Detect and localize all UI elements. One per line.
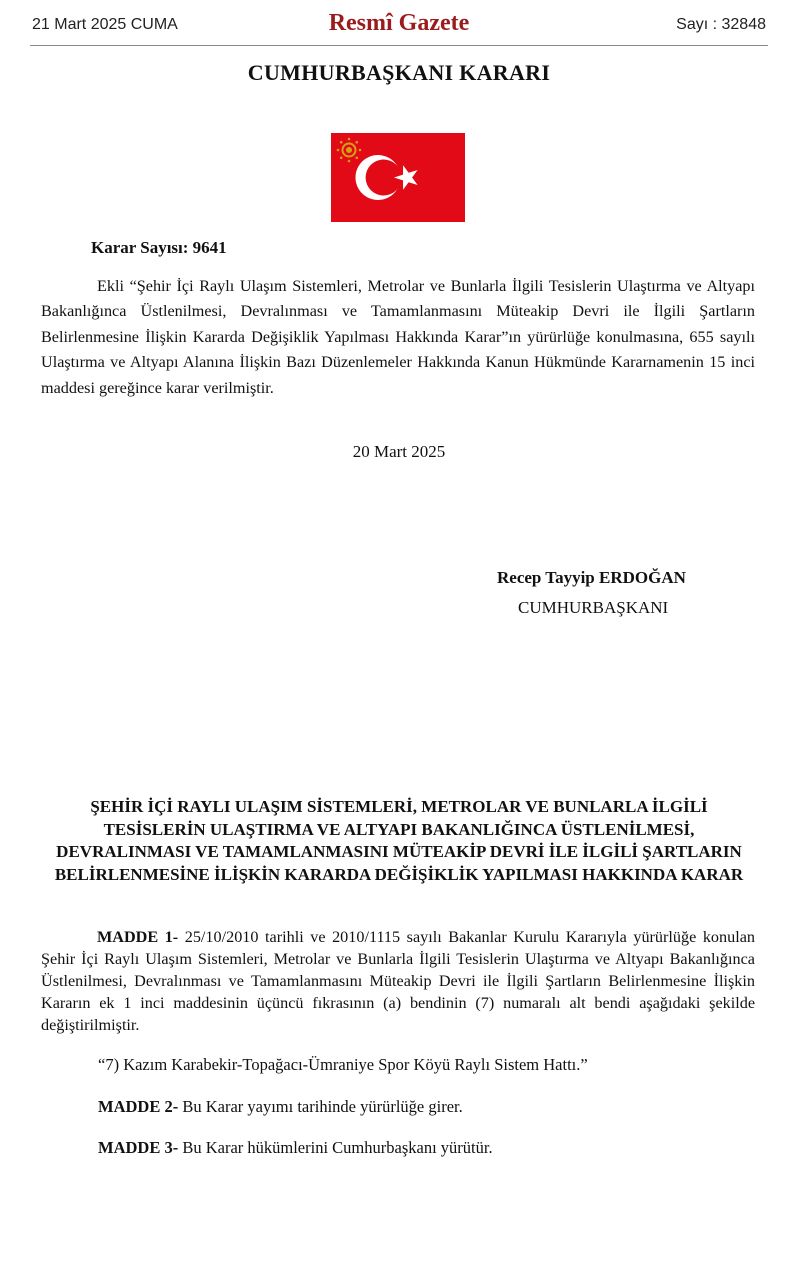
signer-title: CUMHURBAŞKANI [518, 598, 669, 617]
article-3-text: Bu Karar hükümlerini Cumhurbaşkanı yürütür. [178, 1138, 493, 1157]
article-1 [41, 926, 755, 1036]
intro-paragraph: Ekli “Şehir İçi Raylı Ulaşım Sistemleri, Metrolar ve Bunlarla İlgili Tesislerin Ulaştırma ve Altyapı Bakanlığınca Üstlenilmesi, Devralınması ve Tamamlanmasını Müteakip Devri ile İlgili Şartların Belirlenmesine İlişkin Kararda Değişiklik Yapılması Hakkında Karar”ın yürürlüğe konulmasına, 655 sayılı Ulaştırma ve Altyapı Alanına İlişkin Bazı Düzenlemeler Hakkında Kanun Hükmünde Kararnamenin 15 inci maddesi gereğince karar verilmiştir. [41, 277, 755, 397]
gazette-title: Resmî Gazete [328, 10, 470, 36]
turkish-flag-emblem-icon [331, 133, 465, 222]
signer-name: Recep Tayyip ERDOĞAN [497, 568, 686, 587]
decree-type-heading: CUMHURBAŞKANI KARARI [247, 60, 551, 85]
annex-title: ŞEHİR İÇİ RAYLI ULAŞIM SİSTEMLERİ, METROLAR VE BUNLARLA İLGİLİ TESİSLERİN ULAŞTIRMA VE ALTYAPI BAKANLIĞINCA ÜSTLENİLMESİ, DEVRALINMASI VE TAMAMLANMASINI MÜTEAKİP DEVRİ İLE İLGİLİ ŞARTLARIN BELİRLENMESİNE İLİŞKİN KARARDA DEĞİŞİKLİK YAPILMASI HAKKINDA KARAR [54, 797, 744, 884]
decision-number: Karar Sayısı: 9641 [91, 238, 227, 257]
decision-date: 20 Mart 2025 [352, 442, 446, 461]
gazette-header [30, 10, 768, 44]
header-divider [30, 45, 768, 46]
article-2 [98, 1097, 463, 1117]
header-date: 21 Mart 2025 CUMA [32, 16, 178, 33]
article-2-text: Bu Karar yayımı tarihinde yürürlüğe girer. [178, 1097, 463, 1116]
article-3-label: MADDE 3- [98, 1138, 179, 1157]
article-1-text: 25/10/2010 tarihli ve 2010/1115 sayılı Bakanlar Kurulu Kararıyla yürürlüğe konulan Şehir İçi Raylı Ulaşım Sistemleri, Metrolar ve Bunlarla İlgili Tesislerin Ulaştırma ve Altyapı Bakanlığınca Üstlenilmesi, Devralınması ve Tamamlanmasını Müteakip Devri ile İlgili Şartların Belirlenmesine İlişkin Kararın ek 1 inci maddesinin üçüncü fıkrasının (a) bendinin (7) numaralı alt bendi aşağıdaki şekilde değiştirilmiştir. [41, 928, 755, 1034]
article-2-label: MADDE 2- [98, 1097, 179, 1116]
article-1-label: MADDE 1- [97, 928, 179, 946]
issue-number: Sayı : 32848 [676, 16, 766, 33]
article-3 [98, 1138, 493, 1158]
article-1-amendment: “7) Kazım Karabekir-Topağacı-Ümraniye Spor Köyü Raylı Sistem Hattı.” [98, 1055, 588, 1074]
